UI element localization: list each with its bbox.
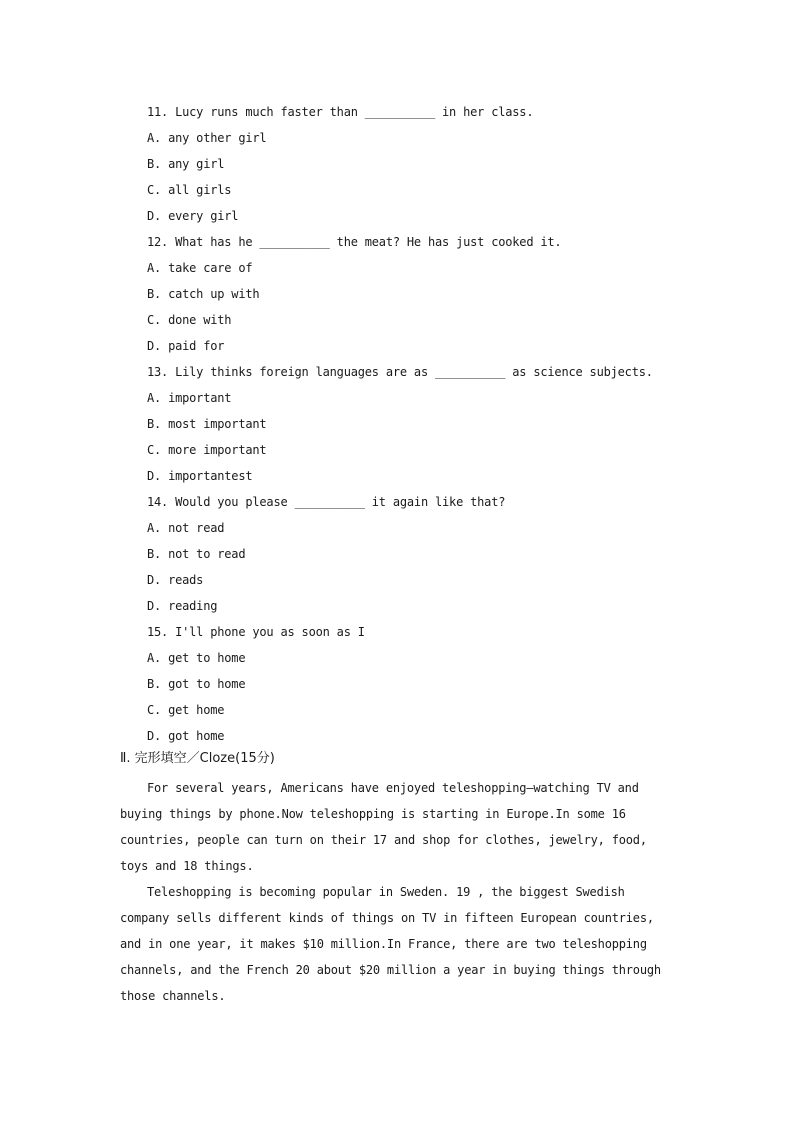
question-12-option-c: C. done with: [147, 313, 232, 327]
question-11-option-b: B. any girl: [147, 157, 225, 171]
passage-p1-line-1: For several years, Americans have enjoyed teleshopping—watching TV and: [147, 781, 639, 795]
question-15-option-a: A. get to home: [147, 651, 246, 665]
question-14-stem: 14. Would you please __________ it again like that?: [147, 495, 506, 509]
question-13-option-c: C. more important: [147, 443, 267, 457]
question-12-option-a: A. take care of: [147, 261, 253, 275]
question-15-stem: 15. I'll phone you as soon as I: [147, 625, 365, 639]
question-14-option-b: B. not to read: [147, 547, 246, 561]
passage-p2-line-4: channels, and the French 20 about $20 million a year in buying things through: [120, 963, 661, 977]
question-12-option-d: D. paid for: [147, 339, 225, 353]
question-11-stem: 11. Lucy runs much faster than __________ in her class.: [147, 105, 534, 119]
question-11-option-c: C. all girls: [147, 183, 232, 197]
question-11-option-d: D. every girl: [147, 209, 239, 223]
question-13-option-b: B. most important: [147, 417, 267, 431]
passage-p1-line-3: countries, people can turn on their 17 and shop for clothes, jewelry, food,: [120, 833, 647, 847]
question-14-option-d: D. reading: [147, 599, 218, 613]
passage-p2-line-5: those channels.: [120, 989, 226, 1003]
passage-p2-line-1: Teleshopping is becoming popular in Sweden. 19 , the biggest Swedish: [147, 885, 625, 899]
question-12-stem: 12. What has he __________ the meat? He has just cooked it.: [147, 235, 562, 249]
question-15-option-c: C. get home: [147, 703, 225, 717]
question-15-option-b: B. got to home: [147, 677, 246, 691]
passage-p2-line-2: company sells different kinds of things on TV in fifteen European countries,: [120, 911, 654, 925]
question-14-option-a: A. not read: [147, 521, 225, 535]
question-12-option-b: B. catch up with: [147, 287, 260, 301]
passage-p1-line-2: buying things by phone.Now teleshopping is starting in Europe.In some 16: [120, 807, 626, 821]
question-13-option-d: D. importantest: [147, 469, 253, 483]
passage-p1-line-4: toys and 18 things.: [120, 859, 254, 873]
section-heading: Ⅱ. 完形填空／Cloze(15分): [120, 751, 275, 766]
question-13-stem: 13. Lily thinks foreign languages are as __________ as science subjects.: [147, 365, 653, 379]
question-15-option-d: D. got home: [147, 729, 225, 743]
passage-p2-line-3: and in one year, it makes $10 million.In France, there are two teleshopping: [120, 937, 647, 951]
question-11-option-a: A. any other girl: [147, 131, 267, 145]
question-14-option-c: D. reads: [147, 573, 204, 587]
question-13-option-a: A. important: [147, 391, 232, 405]
